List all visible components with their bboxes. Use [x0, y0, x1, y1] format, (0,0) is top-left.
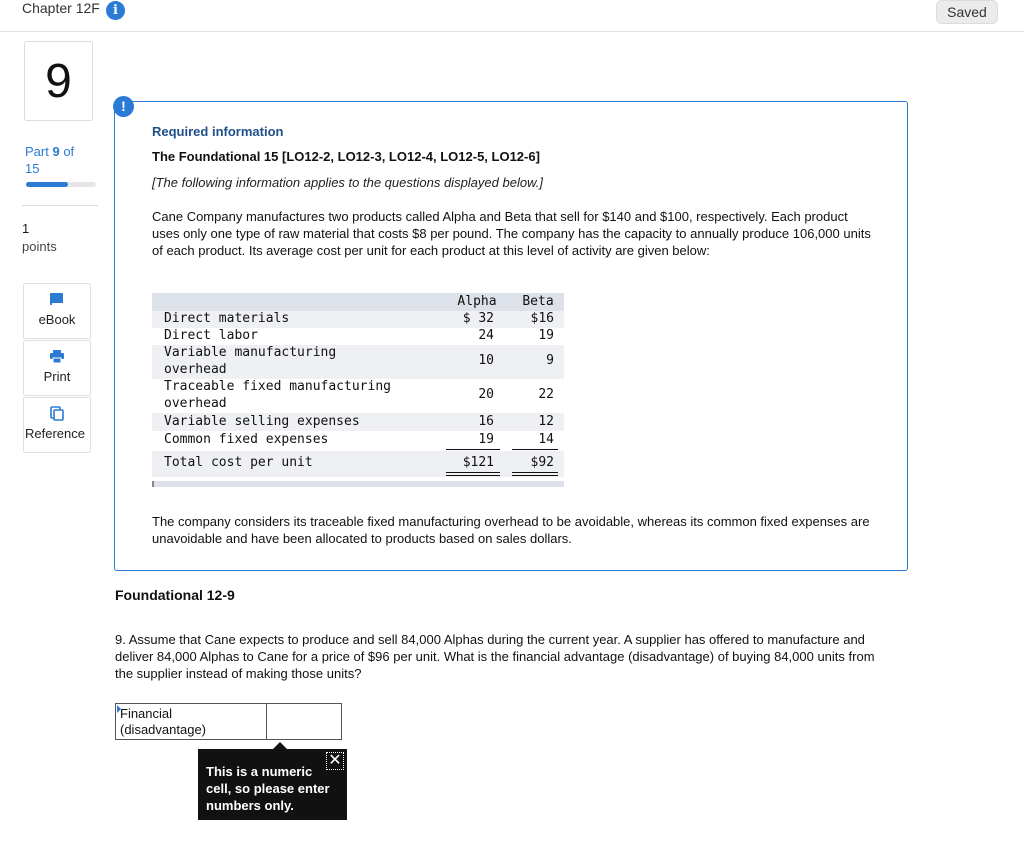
row-label-cont: overhead: [164, 362, 227, 377]
tooltip-text: This is a numeric cell, so please enter numbers only.: [206, 764, 330, 813]
cell-marker-icon: [117, 705, 121, 713]
points-value: 1: [22, 221, 30, 236]
info-icon[interactable]: i: [106, 1, 125, 20]
table-scrollbar[interactable]: [152, 481, 564, 487]
reference-button[interactable]: [23, 397, 91, 453]
row-label-cont: overhead: [164, 396, 227, 411]
chapter-title: Chapter 12F: [22, 0, 100, 16]
part-current: 9: [52, 144, 60, 159]
row-label: Traceable fixed manufacturing: [164, 379, 391, 394]
alpha-value: 19: [478, 432, 494, 447]
reference-icon: [49, 406, 65, 421]
alpha-value: 10: [478, 353, 494, 368]
beta-total: $92: [530, 455, 554, 470]
col-alpha-header: Alpha: [457, 294, 497, 309]
table-row: [152, 379, 564, 413]
table-row: [152, 345, 564, 379]
beta-value: 9: [546, 353, 554, 368]
part-of: of: [63, 144, 75, 159]
alpha-total: $121: [462, 455, 494, 470]
question-text: 9. Assume that Cane expects to produce and sell 84,000 Alphas during the current year. A supplier has offered to manufacture and deliver 84,000 Alphas to Cane for a price of $96 per unit. What is the financial advantage (disadvantage) of buying 84,000 units from the supplier instead of making those units?: [115, 632, 875, 681]
total-double-underline: [446, 472, 500, 473]
beta-value: 12: [538, 414, 554, 429]
alpha-value: 24: [478, 328, 494, 343]
part-total: 15: [25, 161, 40, 176]
numeric-cell-tooltip: [198, 749, 347, 820]
tooltip-arrow: [273, 742, 287, 749]
table-row: [152, 413, 564, 431]
required-subtitle: [The following information applies to the questions displayed below.]: [152, 175, 543, 190]
subtotal-underline: [446, 449, 500, 450]
required-paragraph: Cane Company manufactures two products called Alpha and Beta that sell for $140 and $100, respectively. Each product uses only one type of raw material that costs $8 per pound. The company has the capacity to annually produce 106,000 units of each product. Its average cost per unit for each product at this level of activity are given below:: [152, 209, 871, 258]
ebook-button[interactable]: [23, 283, 91, 339]
progress-fill: [26, 182, 68, 187]
alpha-value: 20: [478, 387, 494, 402]
part-progress-bar: [26, 182, 96, 187]
points-label: points: [22, 239, 57, 254]
top-bar: [0, 0, 1024, 32]
part-prefix: Part: [25, 144, 49, 159]
question-heading: Foundational 12-9: [115, 587, 235, 603]
required-note: The company considers its traceable fixed manufacturing overhead to be avoidable, whereas its common fixed expenses are unavoidable and have been allocated to products based on sales dollars.: [152, 514, 870, 546]
reference-label: Reference: [25, 426, 85, 441]
beta-value: 14: [538, 432, 554, 447]
total-double-underline: [512, 475, 558, 476]
required-title: The Foundational 15 [LO12-2, LO12-3, LO12-4, LO12-5, LO12-6]: [152, 149, 540, 164]
required-heading: Required information: [152, 124, 284, 139]
row-label: Direct labor: [164, 328, 258, 343]
ebook-label: eBook: [38, 312, 76, 327]
beta-value: $16: [530, 311, 554, 326]
row-label: Variable selling expenses: [164, 414, 360, 429]
answer-label-line1: Financial: [120, 706, 173, 721]
table-row: [152, 328, 564, 345]
answer-row-label: [116, 704, 267, 739]
total-double-underline: [446, 475, 500, 476]
print-button[interactable]: [23, 340, 91, 396]
financial-advantage-input[interactable]: [267, 704, 341, 739]
col-beta-header: Beta: [522, 294, 554, 309]
row-label: Variable manufacturing: [164, 345, 337, 360]
print-label: Print: [43, 369, 71, 384]
question-number: 9: [24, 41, 93, 121]
printer-icon: [49, 349, 65, 364]
alert-icon: !: [113, 96, 134, 117]
beta-value: 22: [538, 387, 554, 402]
answer-table: [115, 703, 342, 740]
total-label: Total cost per unit: [164, 455, 313, 470]
row-label: Direct materials: [164, 311, 290, 326]
close-icon[interactable]: ✕: [326, 752, 344, 770]
table-row: [152, 431, 564, 451]
table-row: [152, 311, 564, 328]
saved-status-badge: Saved: [936, 0, 998, 24]
table-header-row: [152, 293, 564, 311]
book-icon: [49, 292, 65, 307]
alpha-value: 16: [478, 414, 494, 429]
alpha-value: $ 32: [462, 311, 494, 326]
subtotal-underline: [512, 449, 558, 450]
cost-table: [152, 293, 564, 477]
total-double-underline: [512, 472, 558, 473]
sidebar-divider: [22, 205, 98, 206]
beta-value: 19: [538, 328, 554, 343]
answer-label-line2: (disadvantage): [120, 722, 206, 737]
table-total-row: [152, 451, 564, 477]
part-progress-label: [25, 143, 74, 177]
row-label: Common fixed expenses: [164, 432, 329, 447]
